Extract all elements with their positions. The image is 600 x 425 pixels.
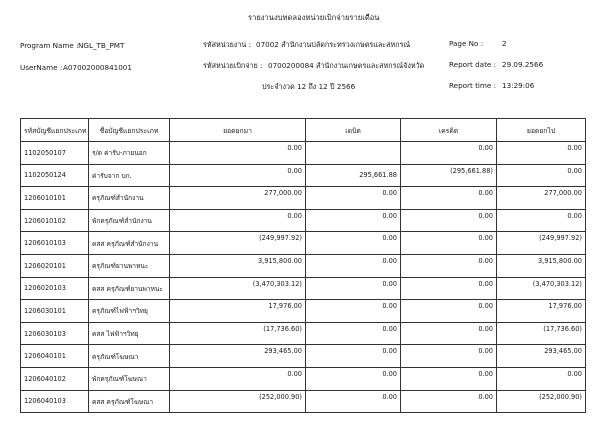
credit-cell: 0.00 xyxy=(401,367,497,390)
account-name-cell: ค่ารับจาก บก. xyxy=(89,164,170,187)
balance-brought-forward-cell: 0.00 xyxy=(170,209,306,232)
disbursement-unit-value: 0700200084 สำนักงานเกษตรและสหกรณ์จังหวัด xyxy=(268,61,425,70)
credit-cell: 0.00 xyxy=(401,232,497,255)
balance-carried-forward-cell: (3,470,303.12) xyxy=(497,277,586,300)
balance-brought-forward-cell: 293,465.00 xyxy=(170,345,306,368)
period-text: ประจำงวด 12 ถึง 12 ปี 2566 xyxy=(262,82,356,91)
table-row xyxy=(21,164,586,187)
balance-carried-forward-cell: (17,736.60) xyxy=(497,322,586,345)
balance-carried-forward-cell: 0.00 xyxy=(497,142,586,165)
agency-code-value: 07002 สำนักงานปลัดกระทรวงเกษตรและสหกรณ์ xyxy=(256,40,411,49)
account-code-cell: 1206040102 xyxy=(21,367,89,390)
page-number-value: 2 xyxy=(502,39,507,48)
debit-cell: 0.00 xyxy=(306,390,401,413)
column-header-balance-carried-forward: ยอดยกไป xyxy=(497,119,586,142)
table-row xyxy=(21,367,586,390)
balance-brought-forward-cell: 0.00 xyxy=(170,142,306,165)
credit-cell: (295,661.88) xyxy=(401,164,497,187)
credit-cell: 0.00 xyxy=(401,277,497,300)
account-code-cell: 1206020101 xyxy=(21,254,89,277)
table-header-row xyxy=(21,119,586,142)
column-header-account-code: รหัสบัญชีแยกประเภท xyxy=(21,119,89,142)
balance-carried-forward-cell: 0.00 xyxy=(497,164,586,187)
balance-carried-forward-cell: 277,000.00 xyxy=(497,187,586,210)
balance-brought-forward-cell: 3,915,800.00 xyxy=(170,254,306,277)
debit-cell: 0.00 xyxy=(306,187,401,210)
account-name-cell: ครุภัณฑ์โฆษณา xyxy=(89,345,170,368)
account-name-cell: คสส ครุภัณฑ์สำนักงาน xyxy=(89,232,170,255)
column-header-balance-brought-forward: ยอดยกมา xyxy=(170,119,306,142)
debit-cell: 0.00 xyxy=(306,367,401,390)
balance-carried-forward-cell: (252,000.90) xyxy=(497,390,586,413)
account-name-cell: คสส ครุภัณฑ์ยานพาหนะ xyxy=(89,277,170,300)
table-row xyxy=(21,232,586,255)
account-code-cell: 1206020103 xyxy=(21,277,89,300)
account-code-cell: 1102050124 xyxy=(21,164,89,187)
account-code-cell: 1206010101 xyxy=(21,187,89,210)
balance-brought-forward-cell: (252,000.90) xyxy=(170,390,306,413)
credit-cell: 0.00 xyxy=(401,142,497,165)
program-name-value: NGL_TB_PMT xyxy=(78,41,125,50)
debit-cell: 0.00 xyxy=(306,300,401,323)
table-row xyxy=(21,345,586,368)
credit-cell: 0.00 xyxy=(401,254,497,277)
report-time-label: Report time : xyxy=(449,81,497,90)
table-row xyxy=(21,142,586,165)
account-name-cell: พักครุภัณฑ์โฆษณา xyxy=(89,367,170,390)
balance-brought-forward-cell: 0.00 xyxy=(170,164,306,187)
page-number-label: Page No : xyxy=(449,39,484,48)
credit-cell: 0.00 xyxy=(401,187,497,210)
balance-brought-forward-cell: 17,976.00 xyxy=(170,300,306,323)
account-name-cell: คสส ไฟฟ้าฯวิทยุ xyxy=(89,322,170,345)
account-code-cell: 1206040101 xyxy=(21,345,89,368)
username-label: UserName : xyxy=(20,63,63,72)
account-name-cell: ครุภัณฑ์สำนักงาน xyxy=(89,187,170,210)
account-code-cell: 1206030103 xyxy=(21,322,89,345)
debit-cell: 0.00 xyxy=(306,345,401,368)
balance-brought-forward-cell: (3,470,303.12) xyxy=(170,277,306,300)
account-name-cell: ครุภัณฑ์ยานพาหนะ xyxy=(89,254,170,277)
balance-carried-forward-cell: 17,976.00 xyxy=(497,300,586,323)
column-header-account-name: ชื่อบัญชีแยกประเภท xyxy=(89,119,170,142)
table-row xyxy=(21,322,586,345)
account-name-cell: ครุภัณฑ์ไฟฟ้าฯวิทยุ xyxy=(89,300,170,323)
account-code-cell: 1206040103 xyxy=(21,390,89,413)
debit-cell: 0.00 xyxy=(306,277,401,300)
credit-cell: 0.00 xyxy=(401,345,497,368)
report-time-value: 13:29:06 xyxy=(502,81,535,90)
table-row xyxy=(21,254,586,277)
table-row xyxy=(21,390,586,413)
debit-cell: 0.00 xyxy=(306,322,401,345)
balance-brought-forward-cell: (17,736.60) xyxy=(170,322,306,345)
account-name-cell: พักครุภัณฑ์สำนักงาน xyxy=(89,209,170,232)
account-code-cell: 1206010102 xyxy=(21,209,89,232)
debit-cell xyxy=(306,142,401,165)
account-code-cell: 1102050107 xyxy=(21,142,89,165)
balance-carried-forward-cell: 0.00 xyxy=(497,209,586,232)
account-name-cell: คสส ครุภัณฑ์โฆษณา xyxy=(89,390,170,413)
balance-carried-forward-cell: 293,465.00 xyxy=(497,345,586,368)
debit-cell: 0.00 xyxy=(306,209,401,232)
account-code-cell: 1206010103 xyxy=(21,232,89,255)
disbursement-unit-label: รหัสหน่วยเบิกจ่าย : xyxy=(203,61,263,70)
balance-brought-forward-cell: 277,000.00 xyxy=(170,187,306,210)
debit-cell: 295,661.88 xyxy=(306,164,401,187)
table-row xyxy=(21,277,586,300)
table-row xyxy=(21,187,586,210)
column-header-debit: เดบิต xyxy=(306,119,401,142)
debit-cell: 0.00 xyxy=(306,254,401,277)
balance-carried-forward-cell: 0.00 xyxy=(497,367,586,390)
program-name-label: Program Name : xyxy=(20,41,79,50)
report-title: รายงานงบทดลองหน่วยเบิกจ่ายรายเดือน xyxy=(248,13,380,22)
balance-brought-forward-cell: 0.00 xyxy=(170,367,306,390)
credit-cell: 0.00 xyxy=(401,300,497,323)
account-name-cell: ร/ด ค่ารับ-ภายนอก xyxy=(89,142,170,165)
table-row xyxy=(21,209,586,232)
debit-cell: 0.00 xyxy=(306,232,401,255)
balance-carried-forward-cell: 3,915,800.00 xyxy=(497,254,586,277)
credit-cell: 0.00 xyxy=(401,209,497,232)
balance-brought-forward-cell: (249,997.92) xyxy=(170,232,306,255)
credit-cell: 0.00 xyxy=(401,390,497,413)
agency-code-label: รหัสหน่วยงาน : xyxy=(203,40,252,49)
balance-carried-forward-cell: (249,997.92) xyxy=(497,232,586,255)
report-date-value: 29.09.2566 xyxy=(502,60,544,69)
trial-balance-table xyxy=(20,118,586,413)
account-code-cell: 1206030101 xyxy=(21,300,89,323)
credit-cell: 0.00 xyxy=(401,322,497,345)
username-value: A07002000841001 xyxy=(63,63,132,72)
table-row xyxy=(21,300,586,323)
report-date-label: Report date : xyxy=(449,60,497,69)
column-header-credit: เครดิต xyxy=(401,119,497,142)
